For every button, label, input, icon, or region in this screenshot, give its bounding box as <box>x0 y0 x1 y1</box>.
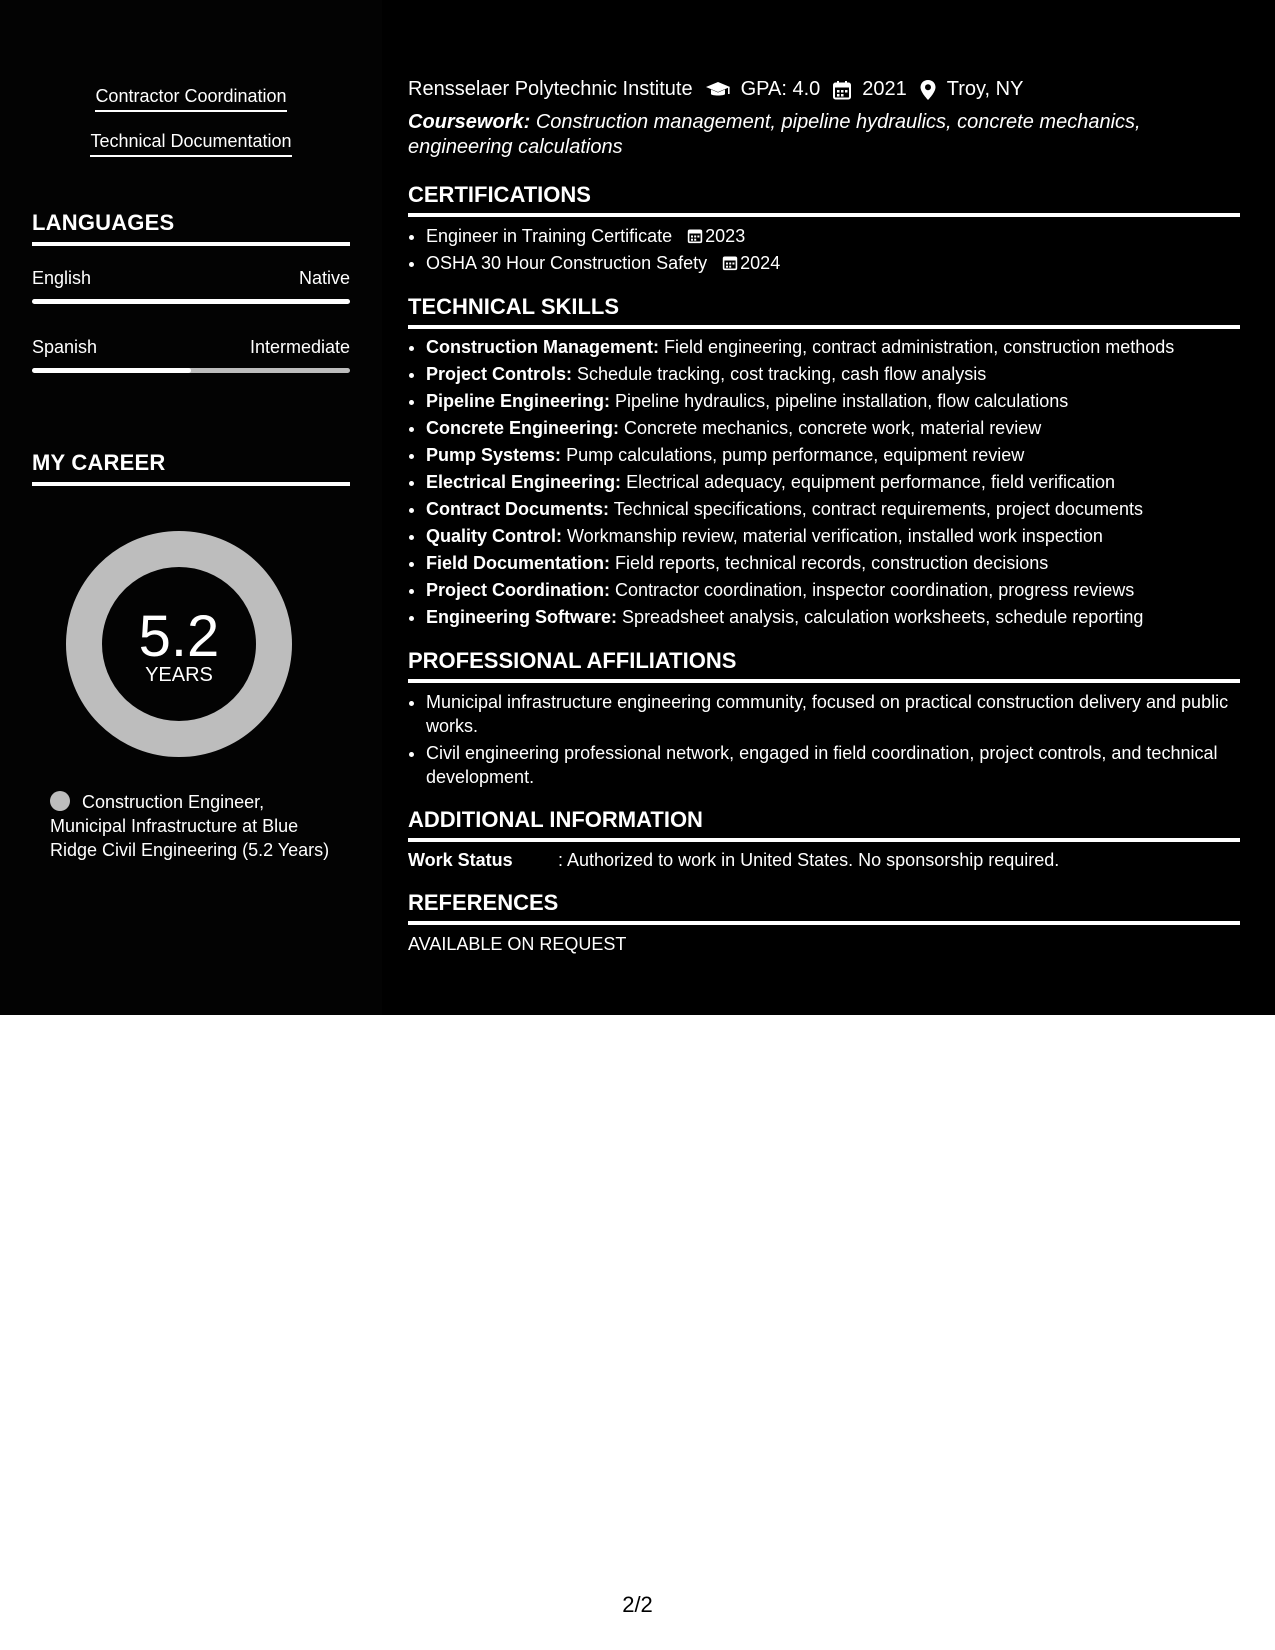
career-years-donut <box>66 531 292 757</box>
skill-item <box>426 550 1258 577</box>
skill-label: Electrical Engineering: <box>426 472 622 492</box>
language-name: English <box>32 268 92 288</box>
skill-text: Field engineering, contract administration, construction methods <box>664 337 1175 357</box>
skill-text: Pump calculations, pump performance, equipment review <box>566 445 1025 465</box>
graduation-year: 2021 <box>862 78 907 100</box>
coursework-text: Construction management, pipeline hydraulics, concrete mechanics, engineering calculations <box>408 111 1141 158</box>
sidebar <box>0 0 382 1015</box>
certification-name: OSHA 30 Hour Construction Safety <box>426 253 708 273</box>
certification-year: 2023 <box>705 226 746 246</box>
skill-tag-label: Technical Documentation <box>90 131 291 157</box>
calendar-icon <box>722 254 738 271</box>
references-text: AVAILABLE ON REQUEST <box>408 934 627 954</box>
skill-text: Schedule tracking, cost tracking, cash flow analysis <box>577 364 987 384</box>
career-years-value: 5.2 <box>138 604 220 669</box>
technical-skills-heading: TECHNICAL SKILLS <box>408 294 1240 329</box>
skill-label: Concrete Engineering: <box>426 418 620 438</box>
career-entry-text: Construction Engineer, Municipal Infrastructure at Blue Ridge Civil Engineering (5.2 Years) <box>50 792 330 860</box>
skill-label: Project Controls: <box>426 364 573 384</box>
skill-text: Contractor coordination, inspector coordination, progress reviews <box>615 580 1135 600</box>
skill-label: Construction Management: <box>426 337 660 357</box>
skill-tag-label: Contractor Coordination <box>95 86 286 112</box>
skill-label: Engineering Software: <box>426 607 618 627</box>
skill-text: Technical specifications, contract requirements, project documents <box>613 499 1143 519</box>
skill-text: Workmanship review, material verification, installed work inspection <box>567 526 1103 546</box>
skill-item <box>426 388 1258 415</box>
skill-text: Pipeline hydraulics, pipeline installation, flow calculations <box>615 391 1069 411</box>
skill-item <box>426 577 1258 604</box>
affiliations-list <box>408 690 1258 792</box>
skill-item <box>426 604 1258 631</box>
certification-name: Engineer in Training Certificate <box>426 226 673 246</box>
coursework <box>408 110 1188 160</box>
map-pin-icon <box>919 79 937 101</box>
skill-item <box>426 442 1258 469</box>
career-heading: MY CAREER <box>32 450 350 486</box>
calendar-icon <box>832 80 852 100</box>
school-location: Troy, NY <box>946 78 1024 100</box>
certifications-list <box>408 223 1258 277</box>
skill-label: Field Documentation: <box>426 553 610 573</box>
skill-item <box>426 523 1258 550</box>
language-level: Native <box>298 268 350 288</box>
work-status-label: Work Status <box>408 850 513 870</box>
skill-item <box>426 361 1258 388</box>
calendar-icon <box>687 227 703 244</box>
language-name: Spanish <box>32 337 98 357</box>
coursework-label: Coursework: <box>408 111 531 133</box>
career-years-unit: YEARS <box>145 664 213 686</box>
certification-year: 2024 <box>740 253 781 273</box>
language-row <box>32 337 350 358</box>
certifications-heading: CERTIFICATIONS <box>408 182 1240 217</box>
skill-text: Electrical adequacy, equipment performance, field verification <box>626 472 1115 492</box>
language-row <box>32 268 350 289</box>
certification-item <box>426 223 1258 250</box>
affiliation-item: • Municipal infrastructure engineering community, focused on practical construction delivery and public works. <box>426 690 1258 738</box>
skill-label: Contract Documents: <box>426 499 610 519</box>
skill-label: Project Coordination: <box>426 580 610 600</box>
additional-info-heading: ADDITIONAL INFORMATION <box>408 807 1240 842</box>
work-status-row <box>408 850 1240 871</box>
skill-tag <box>32 131 350 157</box>
career-legend-dot <box>50 791 70 811</box>
graduation-cap-icon <box>705 80 731 100</box>
certification-item <box>426 250 1258 277</box>
education-line <box>408 78 1240 101</box>
language-proficiency-fill <box>32 299 350 304</box>
skill-item <box>426 496 1258 523</box>
gpa: GPA: 4.0 <box>740 78 821 100</box>
affiliations-heading: PROFESSIONAL AFFILIATIONS <box>408 648 1240 683</box>
skill-label: Quality Control: <box>426 526 562 546</box>
skill-label: Pipeline Engineering: <box>426 391 611 411</box>
skill-text: Spreadsheet analysis, calculation worksheets, schedule reporting <box>622 607 1144 627</box>
school-name: Rensselaer Polytechnic Institute <box>408 78 693 100</box>
skill-label: Pump Systems: <box>426 445 562 465</box>
skill-tag <box>32 86 350 112</box>
language-proficiency-bar <box>32 299 350 304</box>
skill-item <box>426 334 1258 361</box>
affiliation-item: • Civil engineering professional network, engaged in field coordination, project controls, and technical development. <box>426 741 1258 789</box>
page-number: 2/2 <box>622 1592 653 1617</box>
language-level: Intermediate <box>249 337 350 357</box>
skill-text: Field reports, technical records, construction decisions <box>615 553 1049 573</box>
language-proficiency-fill <box>32 368 191 373</box>
skill-item <box>426 469 1258 496</box>
language-proficiency-bar <box>32 368 350 373</box>
work-status-value: : Authorized to work in United States. No sponsorship required. <box>558 850 1060 870</box>
career-entry <box>50 790 330 862</box>
skill-item <box>426 415 1258 442</box>
skill-text: Concrete mechanics, concrete work, material review <box>624 418 1042 438</box>
technical-skills-list <box>408 334 1258 631</box>
languages-heading: LANGUAGES <box>32 210 350 246</box>
references-heading: REFERENCES <box>408 890 1240 925</box>
